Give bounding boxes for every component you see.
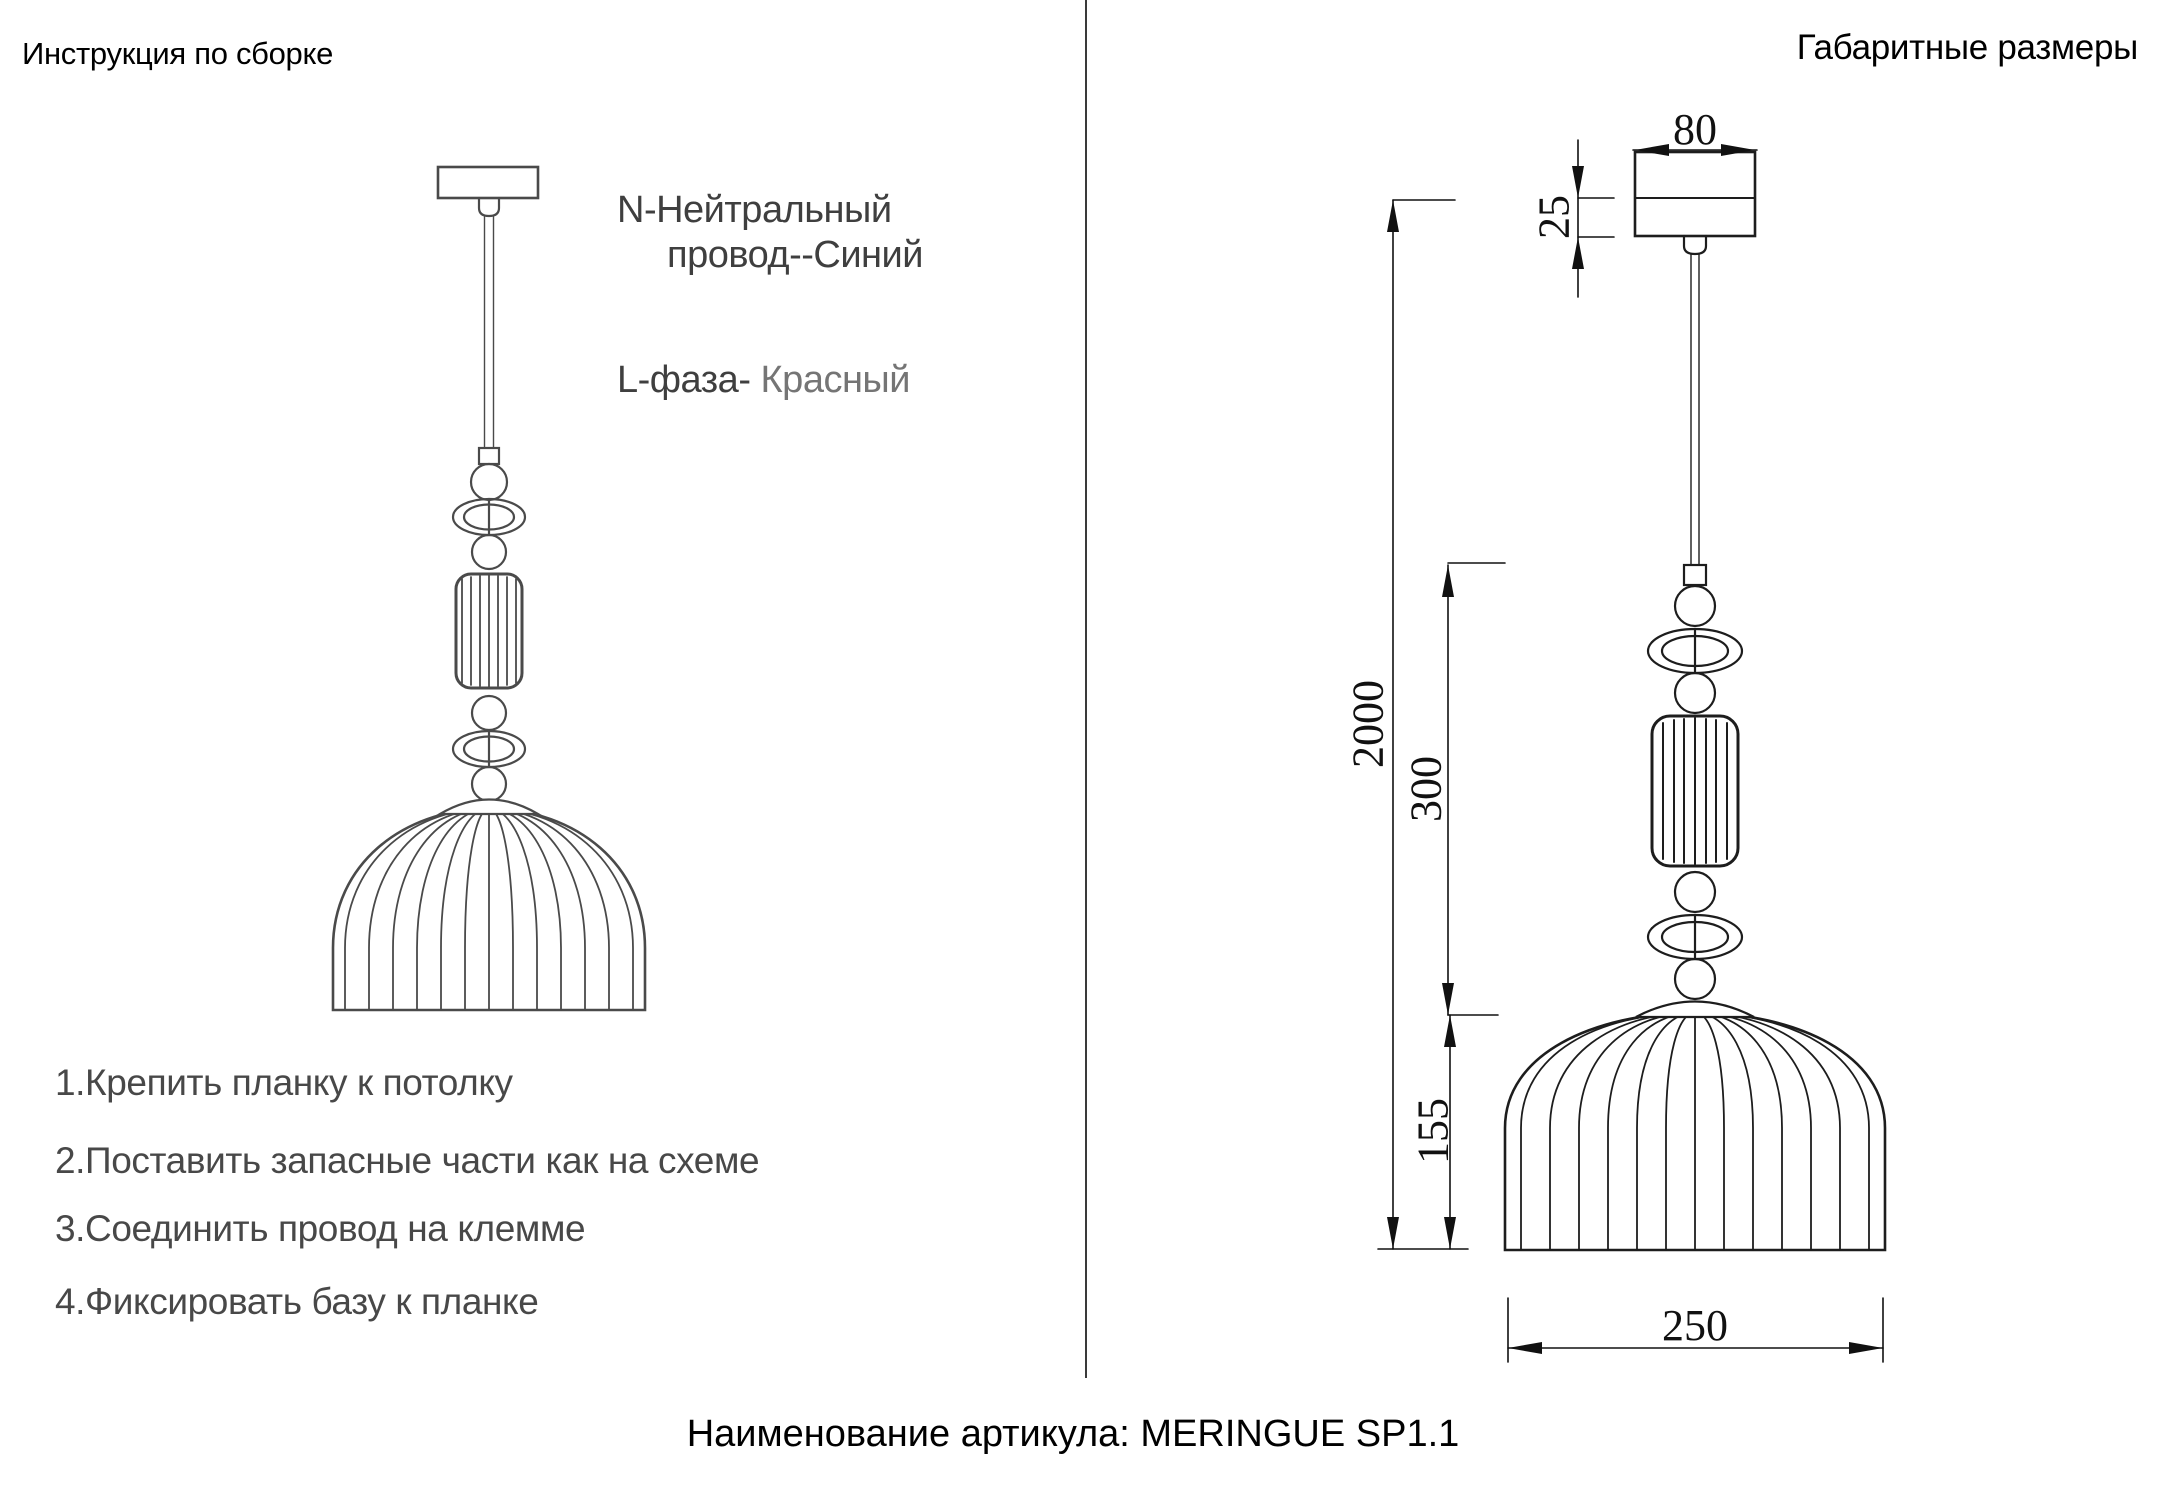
dimension-shade-height: [1378, 1015, 1468, 1249]
decor-lens: [453, 731, 525, 767]
decor-sphere: [472, 696, 506, 730]
decor-sphere: [1675, 959, 1715, 999]
suspension-wire: [1691, 254, 1699, 565]
dimension-stem-height: [1402, 563, 1506, 1015]
wiring-phase-text: L-фаза-: [617, 359, 751, 401]
shade-collar: [440, 800, 538, 815]
decor-sphere: [1675, 586, 1715, 626]
ribbed-cylinder: [1652, 716, 1738, 866]
assembly-step-2: 2.Поставить запасные части как на схеме: [55, 1140, 760, 1181]
shade-dome: [1505, 1002, 1885, 1251]
assembly-step-4: 4.Фиксировать базу к планке: [55, 1281, 539, 1322]
ribbed-cylinder: [456, 574, 522, 688]
ceiling-plate: [438, 167, 538, 198]
decor-lens: [453, 499, 525, 535]
cord-holder: [1684, 236, 1706, 254]
dimension-label-25: 25: [1529, 195, 1579, 239]
suspension-wire: [485, 216, 494, 448]
dimension-canopy-width: [1633, 105, 1757, 156]
decor-lens: [1648, 629, 1742, 673]
wiring-phase-color: Красный: [760, 359, 910, 401]
decor-sphere: [1675, 872, 1715, 912]
shade-dome: [333, 800, 645, 1011]
wiring-neutral-label: [617, 188, 923, 278]
stem-connector: [1684, 565, 1706, 585]
decor-sphere: [471, 464, 507, 500]
dimension-overall-height: [1344, 200, 1456, 1249]
dimensioned-drawing: [1344, 105, 1886, 1362]
decor-sphere: [1675, 673, 1715, 713]
shade-collar: [1636, 1002, 1754, 1018]
left-panel-title: Инструкция по сборке: [22, 36, 334, 71]
dimension-label-155: 155: [1408, 1098, 1458, 1164]
article-name: Наименование артикула: MERINGUE SP1.1: [686, 1413, 1460, 1455]
assembly-step-3: 3.Соединить провод на клемме: [55, 1208, 586, 1249]
dimension-label-2000: 2000: [1343, 680, 1393, 768]
dimension-label-80: 80: [1673, 105, 1717, 154]
dimension-label-250: 250: [1662, 1301, 1728, 1350]
ceiling-plate: [1635, 152, 1755, 236]
stem-connector: [479, 448, 499, 464]
assembly-drawing: [333, 167, 645, 1010]
wiring-neutral-line2: провод--Синий: [667, 234, 923, 276]
decor-sphere: [472, 535, 506, 569]
decor-lens: [1648, 915, 1742, 959]
dimension-label-300: 300: [1401, 756, 1451, 822]
assembly-step-1: 1.Крепить планку к потолку: [55, 1062, 513, 1103]
decor-sphere: [472, 767, 506, 801]
dimension-shade-diameter: [1508, 1298, 1883, 1362]
right-panel-title: Габаритные размеры: [1796, 28, 2138, 67]
wiring-phase-label: [617, 358, 910, 403]
dimension-canopy-height: [1530, 140, 1615, 297]
cord-holder: [479, 198, 499, 216]
wiring-neutral-line1: N-Нейтральный: [617, 189, 892, 231]
